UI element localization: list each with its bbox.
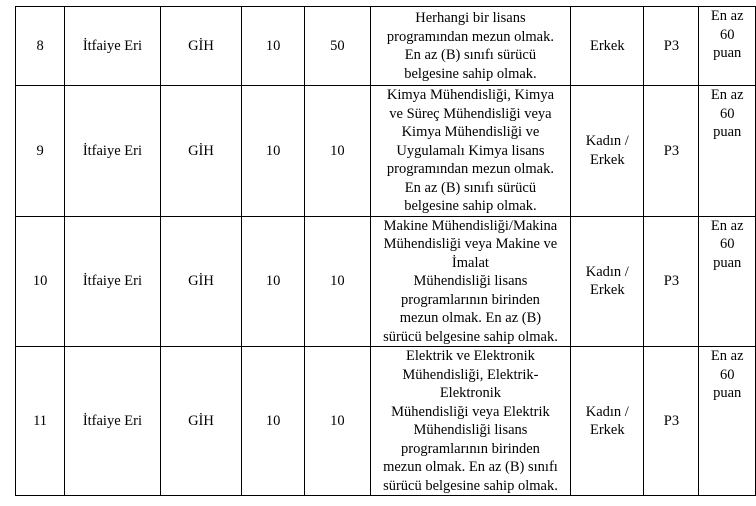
degree: 10 xyxy=(242,216,305,347)
qualification xyxy=(370,86,570,217)
position-count: 50 xyxy=(305,7,371,86)
qualification-line: Mühendisliği veya Elektrik xyxy=(391,403,550,420)
qualification-line: Elektronik xyxy=(439,385,502,401)
table-row xyxy=(16,347,756,496)
row-number: 11 xyxy=(16,347,65,496)
class-code: GİH xyxy=(160,347,242,496)
qualification-line: programlarının birinden xyxy=(400,291,540,308)
degree: 10 xyxy=(242,86,305,217)
score-type: P3 xyxy=(644,86,699,217)
table-row xyxy=(16,7,756,86)
minimum-score-line: 60 xyxy=(719,236,735,252)
qualification-line: belgesine sahip olmak. xyxy=(404,65,537,82)
minimum-score-line: puan xyxy=(713,254,742,271)
qualification-line: En az (B) sınıfı sürücü xyxy=(404,179,537,196)
row-number: 8 xyxy=(16,7,65,86)
minimum-score-line: En az xyxy=(710,8,744,24)
qualification-line: programlarının birinden xyxy=(400,440,540,457)
position-count: 10 xyxy=(305,347,371,496)
score-type: P3 xyxy=(644,347,699,496)
minimum-score xyxy=(699,86,756,217)
minimum-score xyxy=(699,7,756,86)
position-count: 10 xyxy=(305,86,371,217)
qualification-line: sürücü belgesine sahip olmak. xyxy=(383,477,558,494)
gender-line: Kadın / xyxy=(585,263,629,280)
qualification-line: mezun olmak. En az (B) xyxy=(399,310,542,326)
qualification-line: Uygulamalı Kimya lisans xyxy=(396,142,545,159)
gender-line: Kadın / xyxy=(585,133,629,150)
minimum-score-line: 60 xyxy=(719,105,735,122)
qualification xyxy=(370,7,570,86)
score-type: P3 xyxy=(644,216,699,347)
row-number: 10 xyxy=(16,216,65,347)
qualification-line: Mühendisliği lisans xyxy=(413,273,528,289)
qualification xyxy=(370,347,570,496)
degree: 10 xyxy=(242,347,305,496)
position-title: İtfaiye Eri xyxy=(65,86,161,217)
qualification-line: Makine Mühendisliği/Makina xyxy=(383,217,558,234)
gender xyxy=(571,86,644,217)
qualification-line: ve Süreç Mühendisliği veya xyxy=(389,105,552,122)
position-count: 10 xyxy=(305,216,371,347)
qualification-line: mezun olmak. En az (B) sınıfı xyxy=(383,459,558,475)
qualification-line: programından mezun olmak. xyxy=(386,28,554,45)
degree: 10 xyxy=(242,7,305,86)
qualification-line: belgesine sahip olmak. xyxy=(404,198,537,214)
minimum-score-line: En az xyxy=(710,87,744,103)
class-code: GİH xyxy=(160,86,242,217)
qualification-line: İmalat xyxy=(451,254,489,271)
minimum-score xyxy=(699,216,756,347)
table-body xyxy=(16,7,756,496)
score-type: P3 xyxy=(644,7,699,86)
qualification-line: En az (B) sınıfı sürücü xyxy=(404,47,537,63)
class-code: GİH xyxy=(160,216,242,347)
gender-line: Erkek xyxy=(589,151,625,168)
qualification-line: Mühendisliği lisans xyxy=(413,422,528,438)
qualification-line: programından mezun olmak. xyxy=(386,161,554,177)
qualification-line: Mühendisliği, Elektrik- xyxy=(402,366,539,383)
position-title: İtfaiye Eri xyxy=(65,216,161,347)
minimum-score-line: En az xyxy=(710,348,744,364)
gender-line: Erkek xyxy=(589,282,625,299)
table-row xyxy=(16,216,756,347)
position-title: İtfaiye Eri xyxy=(65,347,161,496)
qualification-line: Kimya Mühendisliği ve xyxy=(401,124,540,140)
minimum-score-line: puan xyxy=(713,385,742,401)
qualification-line: Mühendisliği veya Makine ve xyxy=(383,236,558,252)
minimum-score-line: puan xyxy=(713,45,742,61)
gender xyxy=(571,347,644,496)
table-row xyxy=(16,86,756,217)
qualification-line: Kimya Mühendisliği, Kimya xyxy=(386,87,555,103)
minimum-score-line: puan xyxy=(713,124,742,140)
minimum-score-line: 60 xyxy=(719,366,735,383)
gender xyxy=(571,216,644,347)
minimum-score xyxy=(699,347,756,496)
gender xyxy=(571,7,644,86)
qualification-line: sürücü belgesine sahip olmak. xyxy=(383,328,558,345)
position-title: İtfaiye Eri xyxy=(65,7,161,86)
gender-line: Erkek xyxy=(589,37,625,54)
class-code: GİH xyxy=(160,7,242,86)
gender-line: Kadın / xyxy=(585,403,629,420)
qualification-line: Herhangi bir lisans xyxy=(415,10,526,26)
positions-table xyxy=(15,6,756,496)
minimum-score-line: En az xyxy=(710,217,744,234)
row-number: 9 xyxy=(16,86,65,217)
gender-line: Erkek xyxy=(589,422,625,438)
minimum-score-line: 60 xyxy=(719,26,735,43)
qualification xyxy=(370,216,570,347)
qualification-line: Elektrik ve Elektronik xyxy=(406,348,535,364)
